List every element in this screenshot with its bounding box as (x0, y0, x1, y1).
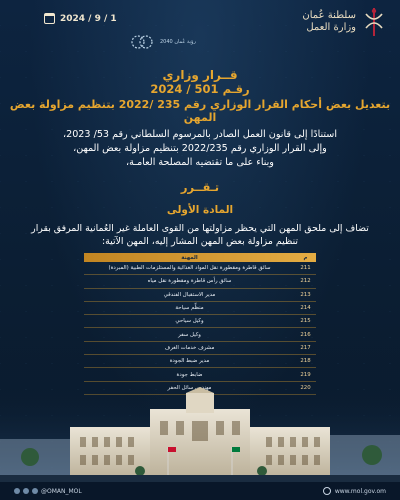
decree-title (0, 68, 400, 124)
header-profession: المهنة (181, 254, 198, 261)
preamble-line: وبناء على ما تقتضيه المصلحة العامـة، (126, 157, 274, 168)
row-profession: وكيل سياحي (175, 318, 204, 325)
vision-logo (128, 34, 196, 50)
article-title: المادة الأولى (166, 204, 234, 216)
ministry-building-illustration (0, 387, 400, 482)
row-profession: منظِّم سياحة (175, 305, 204, 312)
preamble-line: استنادًا إلى قانون العمل الصادر بالمرسوم السلطاني رقم 53/ 2023، (62, 129, 337, 140)
table-row (84, 368, 316, 381)
instagram-icon[interactable] (23, 488, 29, 494)
vision-logo-text: رؤية عُمان 2040 (160, 39, 196, 45)
website-text[interactable]: www.mol.gov.om (334, 487, 386, 495)
row-profession: مدير الاستقبال الفندقي (163, 291, 216, 298)
table-row (84, 342, 316, 355)
table-row (84, 302, 316, 315)
table-row (84, 289, 316, 302)
row-number: 213 (300, 291, 311, 298)
oman-emblem-icon (362, 6, 386, 38)
decree-number: رقـم 501 / 2024 (150, 82, 250, 96)
decree-subject: بتعديل بعض أحكام القرار الوزاري رقم 235 /2022 بتنظيم مزاولة بعض المهن (9, 98, 391, 124)
twitter-icon[interactable] (14, 488, 20, 494)
row-profession: مشرف خدمات الغرف (164, 344, 215, 351)
calendar-icon (44, 13, 55, 24)
decision-label: تـقــرر (180, 180, 220, 194)
professions-table (84, 253, 316, 395)
table-row (84, 275, 316, 288)
website-link[interactable] (323, 487, 386, 495)
row-profession: وكيل سفر (178, 331, 201, 338)
table-row (84, 355, 316, 368)
article-body: تضاف إلى ملحق المهن التي يحظر مزاولتها من القوى العاملة غير العُمانية المرفق بقرار تنظيم مزاولة بعض المهن المشار إليه، المهن الآتية: (31, 223, 369, 247)
ministry-logo-line2: وزارة العمل (306, 22, 356, 33)
table-row (84, 315, 316, 328)
footer-bar (0, 482, 400, 500)
header-number: م (303, 254, 308, 261)
row-profession: ضابط جودة (176, 371, 203, 378)
social-handle[interactable]: @OMAN_MOL (41, 487, 82, 495)
vision-emblem-icon (128, 34, 156, 50)
row-number: 212 (300, 278, 311, 285)
date-text: 2024 / 9 / 1 (60, 13, 117, 24)
table-row (84, 328, 316, 341)
row-number: 211 (300, 265, 311, 272)
row-number: 218 (300, 358, 311, 365)
globe-icon (323, 487, 331, 495)
ministry-logo (302, 6, 386, 38)
preamble-line: وإلى القرار الوزاري رقم 2022/235 بتنظيم مزاولة بعض المهن، (73, 143, 327, 154)
decree-heading: قــرار وزاري (162, 68, 238, 82)
ministry-logo-line1: سلطنة عُمان (302, 10, 356, 21)
row-number: 217 (300, 344, 311, 351)
youtube-icon[interactable] (32, 488, 38, 494)
date-stamp (44, 13, 117, 24)
social-links[interactable] (14, 488, 82, 495)
row-number: 219 (300, 371, 311, 378)
row-number: 216 (300, 331, 311, 338)
row-profession: مدير ضبط الجودة (169, 358, 210, 365)
row-profession: سائق رأس قاطرة ومقطورة نقل مياه (147, 278, 232, 285)
row-number: 215 (300, 318, 311, 325)
row-number: 214 (300, 305, 311, 312)
table-row (84, 262, 316, 275)
row-profession: سائق قاطرة ومقطورة نقل المواد الغذائية والمستلزمات الطبية (المبردة) (108, 265, 271, 272)
table-header (84, 253, 316, 262)
preamble (30, 128, 370, 170)
